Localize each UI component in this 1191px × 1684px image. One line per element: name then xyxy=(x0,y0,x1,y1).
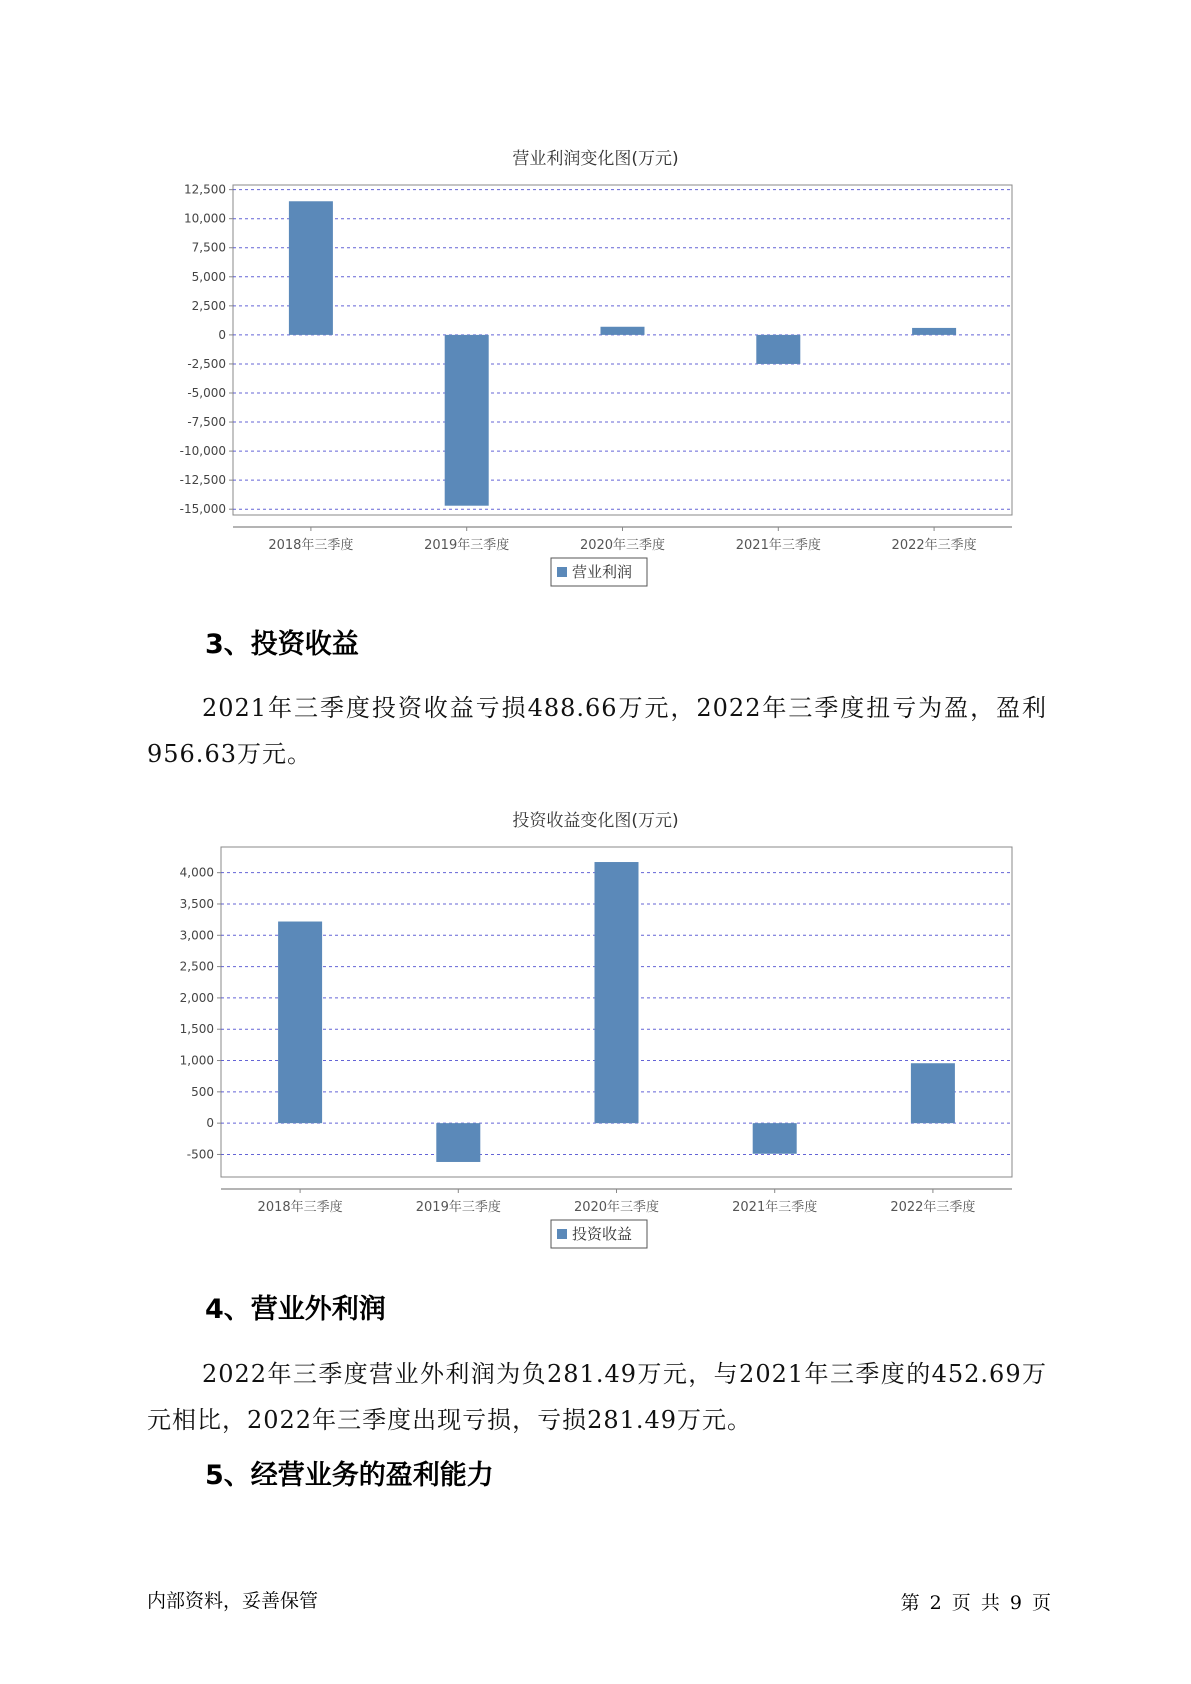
legend-label: 投资收益 xyxy=(572,1225,633,1243)
y-tick-label: 10,000 xyxy=(184,211,226,226)
y-tick-label: 4,000 xyxy=(179,865,214,880)
y-tick-label: 3,500 xyxy=(179,896,214,911)
bar xyxy=(436,1123,480,1162)
y-tick-label: -2,500 xyxy=(187,356,226,371)
y-tick-label: 500 xyxy=(191,1084,214,1099)
section-heading-operating-profitability: 5、经营业务的盈利能力 xyxy=(205,1460,494,1491)
footer-page-number: 第 2 页 共 9 页 xyxy=(900,1592,1051,1614)
y-tick-label: 2,500 xyxy=(179,959,214,974)
y-tick-label: 12,500 xyxy=(184,182,226,197)
x-tick-label: 2018年三季度 xyxy=(268,538,354,553)
x-tick-label: 2019年三季度 xyxy=(424,538,510,553)
section-paragraph-non-operating-profit: 2022年三季度营业外利润为负281.49万元，与2021年三季度的452.69万元相比，2022年三季度出现亏损，亏损281.49万元。 xyxy=(147,1360,1047,1434)
y-tick-label: 2,000 xyxy=(179,990,214,1005)
x-tick-label: 2021年三季度 xyxy=(732,1200,818,1215)
y-tick-label: 0 xyxy=(206,1116,214,1131)
bar xyxy=(278,922,322,1124)
y-tick-label: 0 xyxy=(218,327,226,342)
x-tick-label: 2022年三季度 xyxy=(890,1200,976,1215)
chart-2-title: 投资收益变化图(万元) xyxy=(512,811,679,831)
legend-label: 营业利润 xyxy=(572,563,633,581)
legend-swatch xyxy=(557,1229,567,1239)
y-tick-label: 5,000 xyxy=(191,269,226,284)
x-tick-label: 2022年三季度 xyxy=(891,538,977,553)
x-tick-label: 2021年三季度 xyxy=(735,538,821,553)
section-paragraph-investment-income: 2021年三季度投资收益亏损488.66万元，2022年三季度扭亏为盈，盈利956.63万元。 xyxy=(147,694,1047,768)
y-tick-label: 7,500 xyxy=(191,240,226,255)
x-tick-label: 2020年三季度 xyxy=(579,538,666,553)
y-tick-label: 1,500 xyxy=(179,1022,214,1037)
bar xyxy=(595,862,639,1123)
y-tick-label: 1,000 xyxy=(179,1053,214,1068)
footer-confidential-note: 内部资料，妥善保管 xyxy=(147,1590,319,1612)
y-tick-label: 3,000 xyxy=(179,928,214,943)
x-tick-label: 2020年三季度 xyxy=(573,1200,660,1215)
section-heading-investment-income: 3、投资收益 xyxy=(205,629,359,660)
bar xyxy=(911,1063,955,1123)
section-heading-non-operating-profit: 4、营业外利润 xyxy=(205,1294,386,1325)
y-tick-label: -7,500 xyxy=(187,415,226,430)
y-tick-label: -10,000 xyxy=(179,444,226,459)
y-tick-label: -15,000 xyxy=(179,502,226,517)
bar xyxy=(753,1123,797,1154)
chart-1-title: 营业利润变化图(万元) xyxy=(512,149,679,169)
y-tick-label: -5,000 xyxy=(187,385,226,400)
y-tick-label: -500 xyxy=(186,1147,214,1162)
y-tick-label: 2,500 xyxy=(191,298,226,313)
y-tick-label: -12,500 xyxy=(179,473,226,488)
x-tick-label: 2019年三季度 xyxy=(415,1200,501,1215)
x-tick-label: 2018年三季度 xyxy=(257,1200,343,1215)
